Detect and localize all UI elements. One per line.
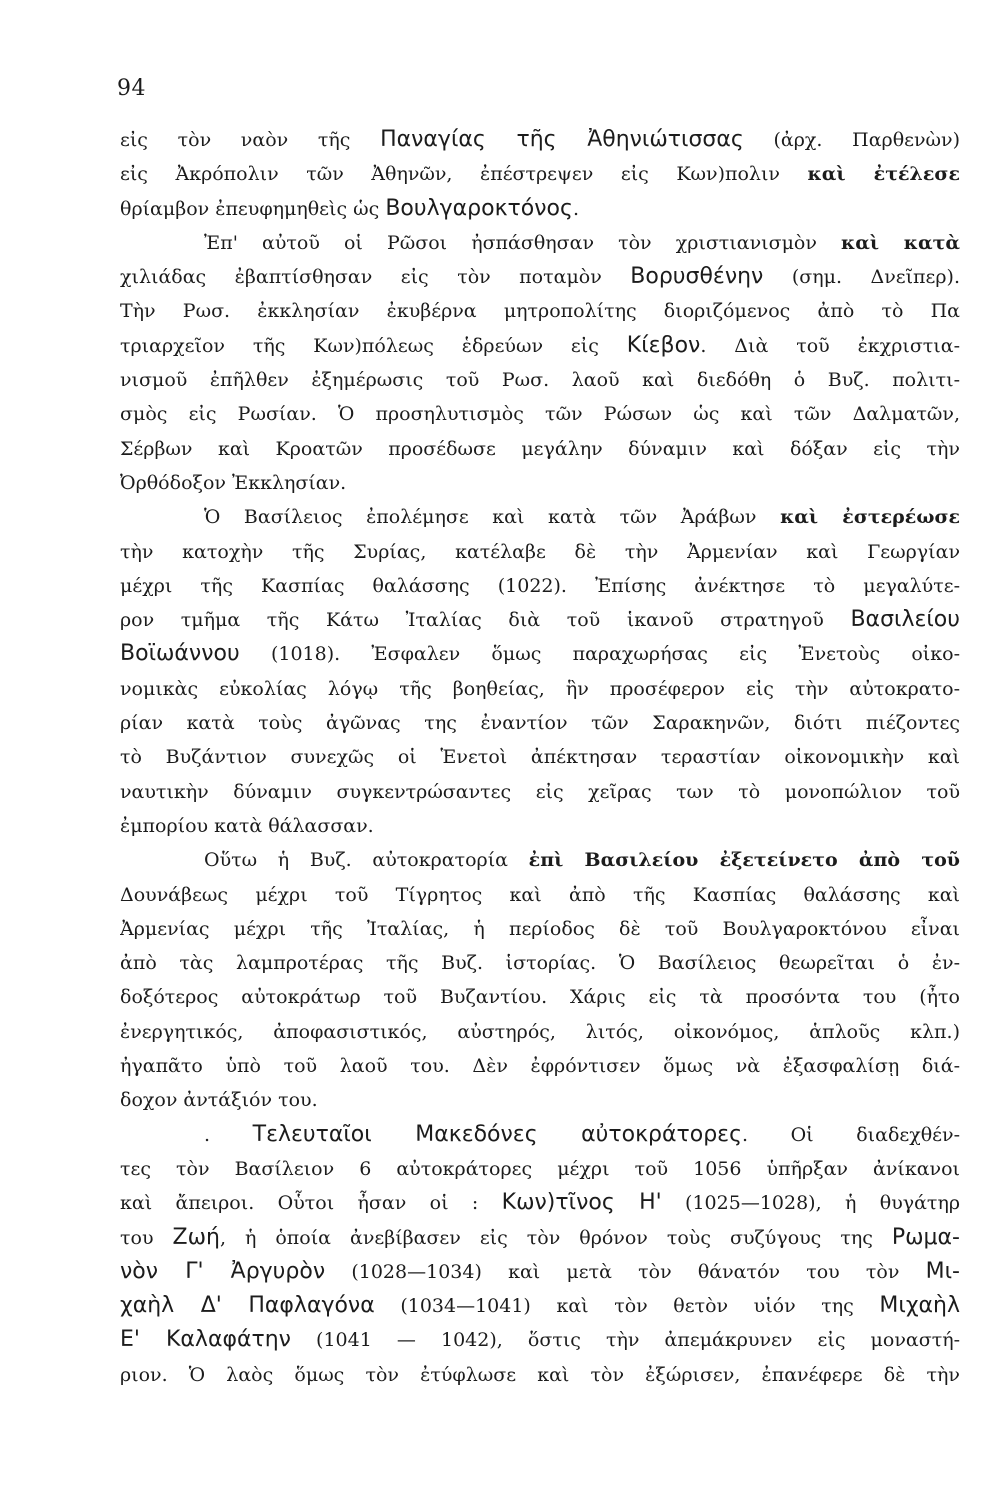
text-span: Ὁ Βασίλειος ἐπολέμησε καὶ κατὰ τῶν Ἀράβων [204, 506, 781, 529]
text-line [120, 363, 960, 397]
highlighted-term: Βουλγαροκτόνος [385, 195, 573, 221]
highlighted-term: Βασιλείου [850, 607, 960, 633]
text-line [120, 980, 960, 1014]
text-span: ναυτικὴν δύναμιν συγκεντρώσαντες εἰς χεῖρας των τὸ μονοπώλιον τοῦ [120, 780, 960, 803]
text-span: μέχρι τῆς Κασπίας θαλάσσης (1022). Ἐπίσης ἀνέκτησε τὸ μεγαλύτε- [120, 574, 960, 597]
text-span: καὶ ἐτέλεσε [807, 163, 960, 186]
text-span: δοχον ἀντάξιόν του. [120, 1089, 318, 1112]
highlighted-term: νὸν Γ' Ἀργυρὸν [120, 1258, 326, 1284]
text-line [120, 1186, 960, 1220]
highlighted-term: Βορυσθένην [630, 264, 764, 290]
highlighted-term: Τελευταῖοι Μακεδόνες αὐτοκράτορες [252, 1121, 742, 1147]
text-span: . [572, 197, 579, 220]
text-line [120, 1323, 960, 1357]
highlighted-term: Κων)τῖνος Η' [501, 1190, 662, 1216]
text-span: νισμοῦ ἐπῆλθεν ἐξημέρωσις τοῦ Ρωσ. λαοῦ καὶ διεδόθη ὁ Βυζ. πολιτι- [120, 369, 960, 392]
text-span: , ἡ ὁποία ἀνεβίβασεν εἰς τὸν θρόνον τοὺς συζύγους της [219, 1226, 892, 1249]
text-line [120, 329, 960, 363]
text-span: τριαρχεῖον τῆς Κων)πόλεως ἑδρεύων εἰς [120, 334, 627, 357]
text-span: ἠγαπᾶτο ὑπὸ τοῦ λαοῦ του. Δὲν ἐφρόντισεν ὅμως νὰ ἐξασφαλίσῃ διά- [120, 1055, 960, 1078]
text-line [120, 1255, 960, 1289]
highlighted-term: Μιχαὴλ [879, 1293, 960, 1319]
text-line [120, 740, 960, 774]
text-span: νομικὰς εὐκολίας λόγῳ τῆς βοηθείας, ἣν προσέφερον εἰς τὴν αὐτοκρατο- [120, 677, 960, 700]
text-span: (1028—1034) καὶ μετὰ τὸν θάνατόν του τὸν [325, 1260, 926, 1283]
text-line [120, 432, 960, 466]
highlighted-term: Ρωμα- [891, 1224, 960, 1250]
text-line [120, 1289, 960, 1323]
text-line [120, 192, 960, 226]
text-line [120, 1049, 960, 1083]
highlighted-term: Ζωή [172, 1224, 220, 1250]
text-span: του [120, 1226, 173, 1249]
text-span: εἰς τὸν ναὸν τῆς [120, 129, 381, 151]
text-line [120, 123, 960, 157]
text-line [120, 1118, 960, 1152]
text-line [120, 260, 960, 294]
text-line [120, 946, 960, 980]
highlighted-term: Παναγίας τῆς Ἀθηνιώτισσας [380, 127, 744, 152]
text-span: τες τὸν Βασίλειον 6 αὐτοκράτορες μέχρι τοῦ 1056 ὑπῆρξαν ἀνίκανοι [120, 1157, 960, 1180]
highlighted-term: Κίεβον [626, 332, 701, 358]
text-line [120, 637, 960, 671]
text-span: σμὸς εἰς Ρωσίαν. Ὁ προσηλυτισμὸς τῶν Ρώσων ὡς καὶ τῶν Δαλματῶν, [120, 403, 960, 426]
text-line [120, 569, 960, 603]
text-span: ριον. Ὁ λαὸς ὅμως τὸν ἐτύφλωσε καὶ τὸν ἐξώρισεν, ἐπανέφερε δὲ τὴν [120, 1363, 960, 1386]
text-span: (σημ. Δνεῖπερ). [763, 266, 960, 289]
text-line [120, 500, 960, 534]
text-line [120, 535, 960, 569]
text-span: (ἀρχ. Παρθενὼν) [743, 129, 960, 151]
text-line [120, 809, 960, 843]
text-line [120, 1358, 960, 1392]
highlighted-term: χαὴλ Δ' Παφλαγόνα [120, 1293, 375, 1319]
text-span: ρον τμῆμα τῆς Κάτω Ἰταλίας διὰ τοῦ ἱκανοῦ στρατηγοῦ [120, 609, 851, 632]
text-span: ἐνεργητικός, ἀποφασιστικός, αὐστηρός, λιτός, οἰκονόμος, ἁπλοῦς κλπ.) [120, 1020, 960, 1043]
text-span: δοξότερος αὐτοκράτωρ τοῦ Βυζαντίου. Χάρις εἰς τὰ προσόντα του (ἦτο [120, 986, 960, 1009]
text-span: Ἀρμενίας μέχρι τῆς Ἰταλίας, ἡ περίοδος δὲ τοῦ Βουλγαροκτόνου εἶναι [120, 917, 960, 940]
text-span: . Διὰ τοῦ ἐκχριστια- [700, 334, 960, 357]
text-span: ἐπὶ Βασιλείου ἐξετείνετο ἀπὸ τοῦ [528, 849, 960, 872]
body-text [120, 123, 960, 1392]
text-line [120, 878, 960, 912]
text-span: ρίαν κατὰ τοὺς ἀγῶνας της ἐναντίον τῶν Σαρακηνῶν, διότι πιέζοντες [120, 712, 960, 735]
highlighted-term: Βοϊωάννου [120, 641, 240, 667]
text-line [120, 775, 960, 809]
text-span: (1018). Ἐσφαλεν ὅμως παραχωρήσας εἰς Ἐνετοὺς οἰκο- [239, 643, 960, 666]
text-span: Δουνάβεως μέχρι τοῦ Τίγρητος καὶ ἀπὸ τῆς Κασπίας θαλάσσης καὶ [120, 883, 960, 906]
text-span: (1034—1041) καὶ τὸν θετὸν υἱόν της [374, 1295, 880, 1318]
text-span: τὴν κατοχὴν τῆς Συρίας, κατέλαβε δὲ τὴν Ἀρμενίαν καὶ Γεωργίαν [120, 540, 960, 563]
text-span: Ὀρθόδοξον Ἐκκλησίαν. [120, 471, 347, 494]
text-span: τὸ Βυζάντιον συνεχῶς οἱ Ἑνετοὶ ἀπέκτησαν τεραστίαν οἰκονομικὴν καὶ [120, 746, 960, 769]
text-span: ἐμπορίου κατὰ θάλασσαν. [120, 814, 374, 837]
text-span: Σέρβων καὶ Κροατῶν προσέδωσε μεγάλην δύναμιν καὶ δόξαν εἰς τὴν [120, 437, 960, 460]
text-line [120, 912, 960, 946]
text-line [120, 1083, 960, 1117]
text-line [120, 294, 960, 328]
text-line [120, 1015, 960, 1049]
text-span: . Οἱ διαδεχθέν- [741, 1123, 960, 1146]
text-span: εἰς Ἀκρόπολιν τῶν Ἀθηνῶν, ἐπέστρεψεν εἰς Κων)πολιν [120, 163, 808, 186]
page-number: 94 [117, 76, 146, 101]
text-span: καὶ ἐστερέωσε [780, 506, 960, 529]
text-line [120, 843, 960, 877]
text-line [120, 603, 960, 637]
text-span: καὶ ἄπειροι. Οὗτοι ἦσαν οἱ : [120, 1192, 502, 1215]
text-line [120, 1152, 960, 1186]
text-line [120, 1221, 960, 1255]
text-span: ἀπὸ τὰς λαμπροτέρας τῆς Βυζ. ἱστορίας. Ὁ Βασίλειος θεωρεῖται ὁ ἐν- [120, 952, 960, 975]
text-line [120, 397, 960, 431]
text-line [120, 672, 960, 706]
text-line [120, 226, 960, 260]
text-span: Τὴν Ρωσ. ἐκκλησίαν ἐκυβέρνα μητροπολίτης διοριζόμενος ἀπὸ τὸ Πα [120, 300, 960, 323]
text-span: (1041 — 1042), ὅστις τὴν ἀπεμάκρυνεν εἰς μοναστή- [290, 1329, 960, 1352]
highlighted-term: Ε' Καλαφάτην [120, 1327, 291, 1353]
text-span: . [204, 1123, 253, 1146]
highlighted-term: Μι- [925, 1258, 960, 1284]
text-span: θρίαμβον ἐπευφημηθεὶς ὡς [120, 197, 386, 220]
text-span: Ἐπ' αὐτοῦ οἱ Ρῶσοι ἠσπάσθησαν τὸν χριστιανισμὸν [204, 231, 841, 254]
text-span: καὶ κατὰ [841, 231, 960, 254]
text-line [120, 157, 960, 191]
text-span: (1025—1028), ἡ θυγάτηρ [661, 1192, 960, 1215]
text-line [120, 466, 960, 500]
text-span: Οὕτω ἡ Βυζ. αὐτοκρατορία [204, 849, 529, 872]
text-line [120, 706, 960, 740]
text-span: χιλιάδας ἐβαπτίσθησαν εἰς τὸν ποταμὸν [120, 266, 631, 289]
